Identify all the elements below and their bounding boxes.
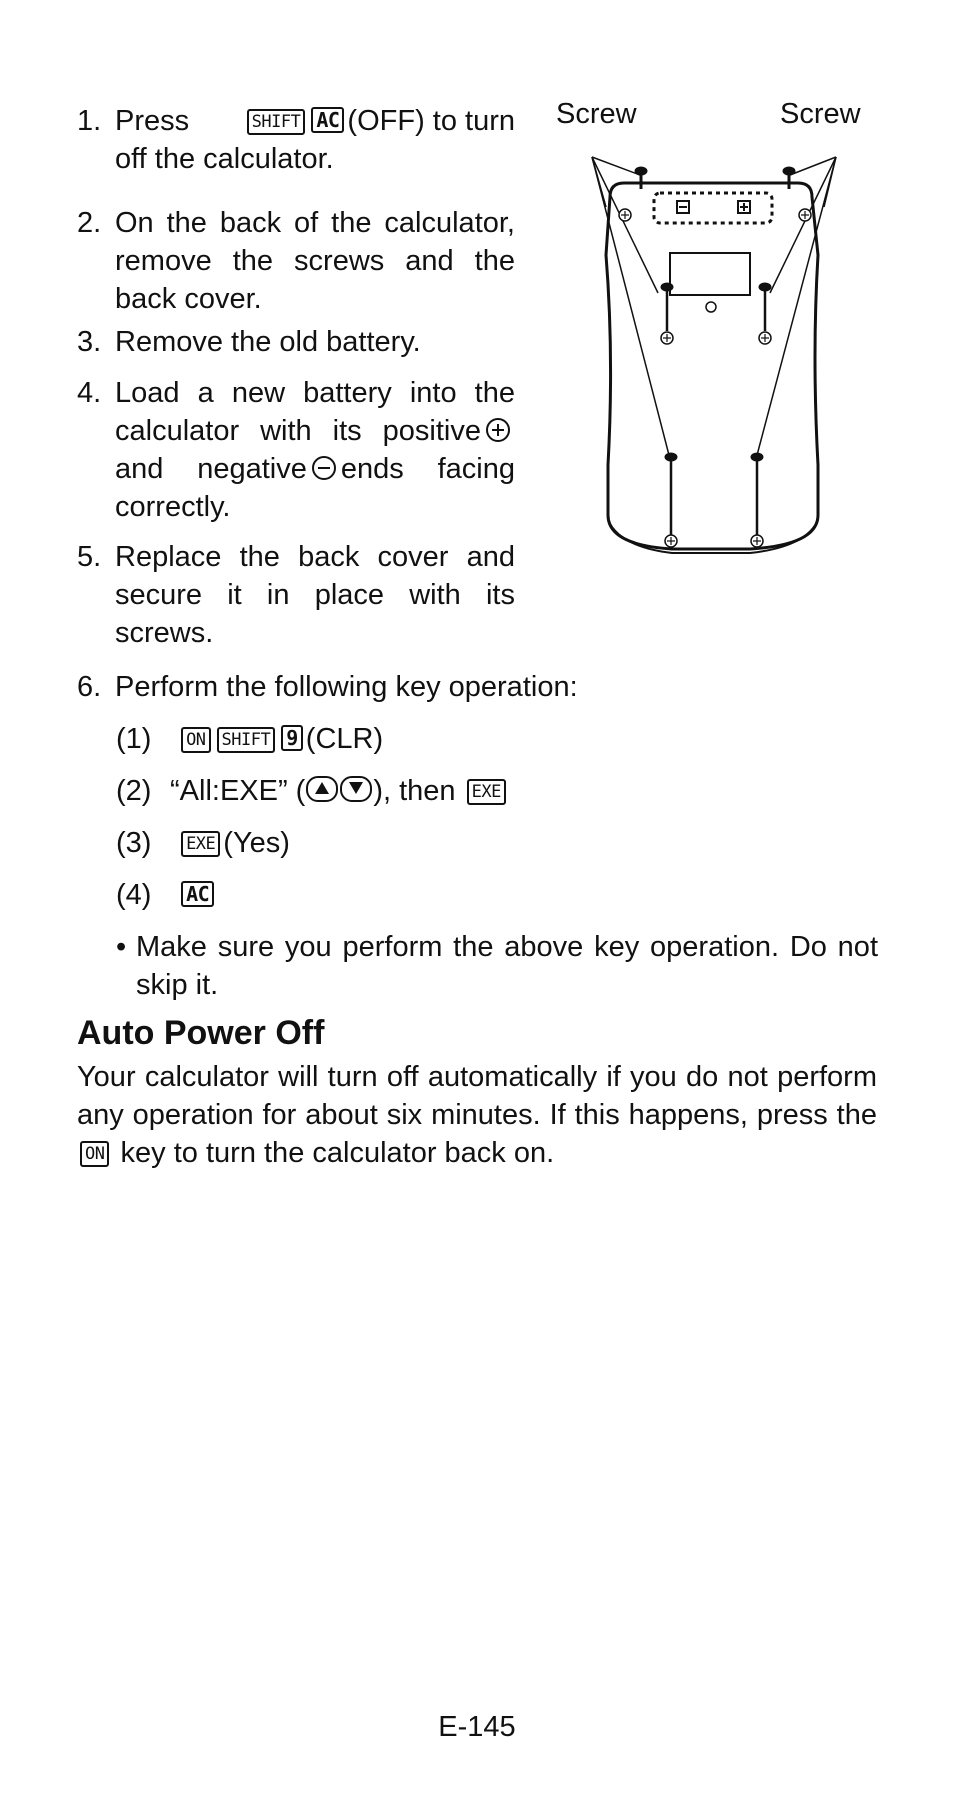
sub-step-1: (1) ON SHIFT 9 (CLR) — [116, 723, 384, 755]
positive-terminal-icon — [485, 417, 511, 443]
exe-key: EXE — [181, 831, 220, 857]
sub-step-4: (4) AC — [116, 876, 217, 914]
section-heading: Auto Power Off — [77, 1014, 325, 1052]
step-text: Press SHIFT AC (OFF) to turn off the calculator. — [115, 102, 515, 178]
exe-key: EXE — [467, 779, 506, 805]
on-key: ON — [181, 727, 210, 753]
step-number: 3. — [77, 326, 102, 358]
step-text: Load a new battery into the calculator with its positive and negative ends facing correctly. — [115, 377, 515, 523]
step-text: Perform the following key operation: — [115, 671, 578, 703]
battery-compartment-icon — [654, 193, 772, 223]
step-number: 2. — [77, 207, 102, 239]
ac-key: AC — [311, 107, 344, 133]
page-number: E-145 — [438, 1711, 516, 1743]
step-number: 5. — [77, 541, 102, 573]
sub-step-2: (2) “All:EXE” ( ), then EXE — [116, 772, 509, 810]
shift-key: SHIFT — [217, 727, 276, 753]
ac-key: AC — [181, 881, 214, 907]
down-arrow-key-icon — [340, 776, 372, 802]
on-key: ON — [80, 1141, 109, 1167]
step-text: Remove the old battery. — [115, 326, 421, 358]
step-text: On the back of the calculator, remove the screws and the back cover. — [115, 207, 515, 315]
shift-key: SHIFT — [247, 109, 306, 135]
up-arrow-key-icon — [306, 776, 338, 802]
step-number: 1. — [77, 105, 102, 137]
screw-label-right: Screw — [780, 98, 861, 130]
nine-key: 9 — [281, 725, 303, 751]
sub-step-3: (3) EXE (Yes) — [116, 827, 290, 859]
screw-label-left: Screw — [556, 98, 637, 130]
calculator-back-icon — [550, 135, 880, 605]
step-number: 4. — [77, 377, 102, 409]
step-text: Replace the back cover and secure it in place with its screws. — [115, 541, 515, 649]
key-sequence: SHIFT AC (OFF) to turn — [244, 102, 515, 140]
step-number: 6. — [77, 671, 102, 703]
negative-terminal-icon — [311, 455, 337, 481]
section-paragraph: Your calculator will turn off automatically if you do not perform any operation for about six minutes. If this happens, press the ON key to turn the calculator back on. — [77, 1061, 877, 1169]
